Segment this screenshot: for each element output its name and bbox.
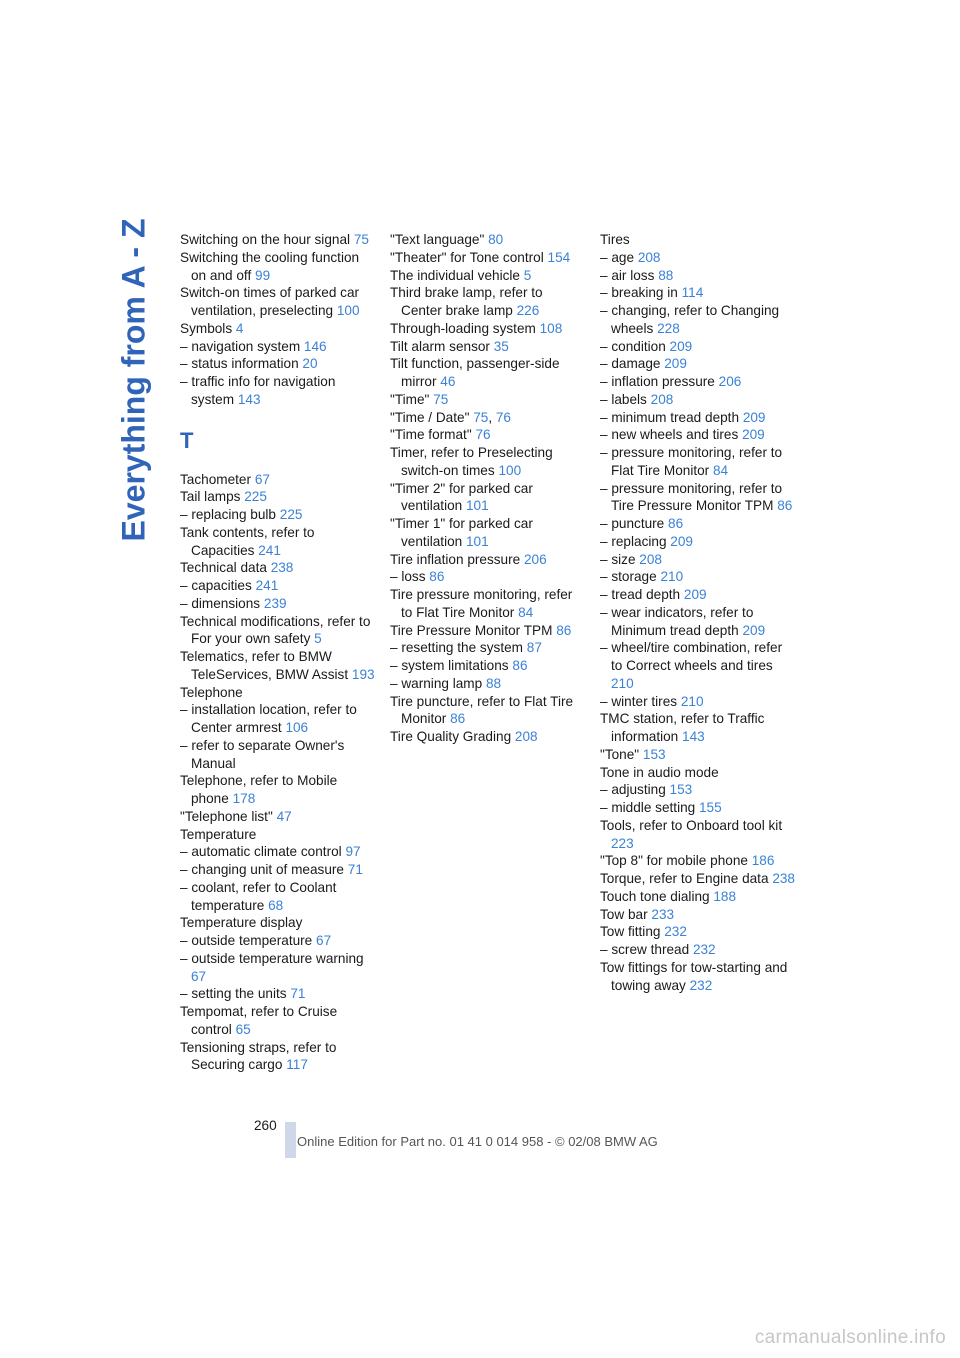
index-entry (390, 355, 586, 391)
entry-text: Timer, refer to Preselecting switch-on times (390, 445, 553, 478)
entry-text: – installation location, refer to Center armrest (180, 702, 357, 735)
entry-text: – puncture (600, 516, 665, 531)
page-link[interactable]: 71 (290, 986, 306, 1002)
page-link[interactable]: 239 (263, 595, 287, 611)
page-link[interactable]: 80 (488, 232, 504, 247)
page-link[interactable]: 86 (450, 711, 466, 727)
page-link[interactable]: 5 (523, 267, 532, 283)
index-entry (180, 373, 376, 409)
entry-text: Tools, refer to Onboard tool kit (600, 817, 783, 833)
index-group-s (180, 231, 376, 409)
index-entry (600, 586, 796, 604)
page-link[interactable]: 210 (680, 693, 704, 709)
entry-text: – changing unit of measure (180, 862, 344, 877)
page-link[interactable]: 86 (512, 658, 528, 673)
entry-text: "Time / Date" (390, 409, 470, 425)
entry-text: "Time format" (390, 427, 472, 443)
page-link[interactable]: 117 (286, 1057, 308, 1073)
page-link[interactable]: 5 (314, 631, 322, 647)
page-link[interactable]: 20 (302, 356, 318, 372)
footer-edition-text: Online Edition for Part no. 01 41 0 014 958 - © 02/08 BMW AG (297, 1134, 658, 1149)
index-entry (180, 648, 376, 684)
entry-text: – outside temperature warning (180, 950, 364, 966)
entry-text: Tail lamps (180, 489, 241, 505)
entry-text: – tread depth (600, 587, 681, 602)
entry-text: – status information (180, 356, 299, 372)
entry-text: – capacities (180, 578, 252, 593)
entry-text: Tensioning straps, refer to Securing cargo (180, 1039, 337, 1073)
index-entry (180, 595, 376, 613)
page-link[interactable]: 35 (493, 338, 509, 354)
entry-text: "Time" (390, 391, 430, 407)
index-entry (180, 506, 376, 524)
entry-text: Tone in audio mode (600, 764, 719, 780)
index-entry (180, 577, 376, 595)
index-column-2 (390, 231, 586, 746)
index-entry (600, 923, 796, 941)
index-entry (390, 338, 586, 356)
entry-text: "Timer 2" for parked car ventilation (390, 480, 533, 514)
entry-text: Tow fitting (600, 924, 661, 940)
entry-text: Tire Pressure Monitor TPM (390, 622, 553, 638)
page-link[interactable]: 76 (475, 427, 491, 443)
entry-text: – screw thread (600, 942, 690, 957)
entry-text: – loss (390, 569, 426, 585)
entry-text: – changing, refer to Changing wheels (600, 303, 780, 336)
page-link[interactable]: 232 (689, 977, 713, 993)
entry-text: – new wheels and tires (600, 427, 739, 443)
page-link[interactable]: 186 (751, 853, 775, 869)
entry-text: Telematics, refer to BMW TeleServices, BMW Assist (180, 649, 349, 682)
entry-text: – refer to separate Owner's Manual (180, 737, 345, 771)
page-link[interactable]: 106 (285, 720, 309, 735)
page-link[interactable]: 228 (657, 320, 680, 336)
page-link[interactable]: 75 (433, 391, 449, 407)
index-entry (390, 675, 586, 693)
index-entry (180, 808, 376, 826)
page-link[interactable]: 46 (440, 374, 456, 389)
index-entry (180, 559, 376, 577)
entry-text: Symbols (180, 320, 233, 336)
index-entry (390, 657, 586, 675)
index-entry (600, 568, 796, 586)
entry-text: – dimensions (180, 595, 261, 611)
entry-text: – navigation system (180, 338, 301, 354)
page-link[interactable]: 206 (718, 374, 742, 389)
index-entry (390, 551, 586, 569)
index-entry (600, 480, 796, 516)
index-entry (180, 826, 376, 844)
index-entry (180, 1003, 376, 1039)
index-group-t3 (600, 231, 796, 994)
index-entry (180, 684, 376, 702)
side-title-text: Everything from A - Z (115, 218, 152, 542)
page-link[interactable]: 208 (514, 729, 538, 744)
page-link[interactable]: 143 (237, 391, 261, 407)
entry-text: – pressure monitoring, refer to Flat Tire Monitor (600, 445, 783, 478)
index-entry (180, 1039, 376, 1075)
entry-text: Tire puncture, refer to Flat Tire Monitor (390, 693, 574, 727)
entry-text: – setting the units (180, 986, 287, 1002)
entry-text: Tires (600, 232, 630, 247)
index-entry (600, 284, 796, 302)
page-link[interactable]: 153 (642, 746, 666, 762)
index-entry (180, 471, 376, 489)
index-entry (390, 249, 586, 267)
index-entry (390, 444, 586, 480)
page-link[interactable]: 88 (658, 267, 674, 283)
page-link[interactable]: 4 (235, 320, 244, 336)
page-link[interactable]: 241 (258, 542, 281, 558)
index-entry (180, 950, 376, 986)
page-link[interactable]: 84 (518, 604, 534, 620)
index-entry (600, 693, 796, 711)
entry-text: Switch-on times of parked car ventilation, preselecting (180, 285, 360, 318)
index-entry (600, 231, 796, 249)
page-link[interactable]: 101 (466, 533, 489, 549)
entry-text: Through-loading system (390, 320, 536, 336)
index-entry (600, 870, 796, 888)
entry-text: Tire pressure monitoring, refer to Flat Tire Monitor (390, 587, 573, 620)
page-link[interactable]: 108 (539, 320, 563, 336)
index-entry (600, 746, 796, 764)
index-column-1 (180, 231, 376, 1074)
index-entry: "Time / Date" 75, 76 (390, 409, 511, 425)
section-side-title (104, 218, 164, 542)
index-entry (600, 373, 796, 391)
index-entry (600, 444, 796, 480)
entry-text: – system limitations (390, 658, 509, 673)
index-entry (390, 320, 586, 338)
page-link[interactable]: 232 (692, 942, 716, 957)
page-link[interactable]: 178 (232, 791, 256, 806)
page-link[interactable]: 155 (699, 800, 722, 815)
entry-text: "Text language" (390, 232, 485, 247)
page-link[interactable]: 67 (191, 968, 207, 984)
index-entry (600, 515, 796, 533)
footer-accent-bar (285, 1122, 296, 1158)
page-link[interactable]: 75 (473, 409, 489, 425)
entry-text: – storage (600, 569, 657, 585)
page-link[interactable]: 208 (639, 551, 662, 567)
index-entry (180, 284, 376, 320)
index-entry (600, 781, 796, 799)
page-link[interactable]: 75 (353, 232, 369, 247)
entry-text: – traffic info for navigation system (180, 374, 336, 407)
entry-text: – coolant, refer to Coolant temperature (180, 879, 337, 913)
entry-text: – replacing (600, 533, 667, 549)
page-link[interactable]: 71 (347, 862, 363, 877)
entry-text: "Tone" (600, 746, 640, 762)
entry-text: Tow bar (600, 906, 648, 922)
index-entry (390, 231, 586, 249)
page-link[interactable]: 232 (664, 924, 687, 940)
page-link[interactable]: 238 (270, 560, 294, 576)
index-entry (180, 772, 376, 808)
page-link[interactable]: 65 (235, 1021, 251, 1037)
entry-text: Telephone, refer to Mobile phone (180, 773, 338, 806)
page-link[interactable]: 154 (547, 249, 571, 265)
page-link[interactable]: 86 (668, 516, 684, 531)
index-entry (390, 391, 586, 409)
page-link[interactable]: 68 (268, 897, 284, 913)
page-link[interactable]: 208 (650, 391, 674, 407)
page-link[interactable]: 223 (611, 835, 634, 851)
page-link[interactable]: 209 (669, 338, 693, 354)
index-entry (600, 710, 796, 746)
entry-text: Switching on the hour signal (180, 232, 351, 247)
page-link[interactable]: 47 (276, 808, 292, 824)
entry-text: – replacing bulb (180, 507, 276, 522)
page-link[interactable]: 226 (516, 303, 540, 318)
entry-text: TMC station, refer to Traffic information (600, 711, 765, 744)
page-link[interactable]: 241 (255, 578, 279, 593)
index-entry (180, 879, 376, 915)
entry-text: – wheel/tire combination, refer to Correct wheels and tires (600, 640, 783, 673)
entry-text: – air loss (600, 267, 655, 283)
index-entry (180, 701, 376, 737)
index-entry (390, 728, 586, 746)
index-entry (600, 639, 796, 692)
page-link[interactable]: 210 (611, 675, 634, 691)
entry-text: Tempomat, refer to Cruise control (180, 1004, 338, 1037)
page-link[interactable]: 210 (660, 569, 684, 585)
entry-text: – condition (600, 338, 666, 354)
page-link[interactable]: 67 (316, 933, 332, 948)
page-link[interactable]: 208 (637, 249, 661, 265)
index-entry (180, 249, 376, 285)
page-link[interactable]: 188 (713, 888, 737, 904)
section-letter: T (180, 427, 194, 453)
index-entry (600, 604, 796, 640)
index-group-t2 (390, 231, 586, 746)
index-entry (390, 639, 586, 657)
index-entry (600, 355, 796, 373)
index-entry (390, 622, 586, 640)
entry-text: – age (600, 249, 635, 265)
index-entry (180, 613, 376, 649)
entry-text: – resetting the system (390, 640, 523, 656)
index-entry (180, 320, 376, 338)
entry-text: The individual vehicle (390, 267, 520, 283)
entry-text: Technical data (180, 560, 267, 576)
entry-text: – automatic climate control (180, 844, 342, 860)
entry-text: Technical modifications, refer to For your own safety (180, 613, 371, 647)
page-link[interactable]: 76 (495, 409, 511, 425)
index-entry (390, 480, 586, 516)
index-entry (390, 586, 586, 622)
page-link[interactable]: 209 (742, 427, 765, 443)
index-entry (600, 338, 796, 356)
page-link[interactable]: 238 (772, 871, 795, 886)
entry-text: Tank contents, refer to Capacities (180, 524, 315, 558)
entry-text: – breaking in (600, 285, 678, 301)
entry-text: Tire Quality Grading (390, 729, 512, 744)
page-link[interactable]: 67 (254, 471, 270, 487)
index-entry (600, 551, 796, 569)
entry-text: Temperature display (180, 915, 303, 931)
index-group-t (180, 471, 376, 1075)
index-entry (600, 533, 796, 551)
page-link[interactable]: 209 (683, 587, 707, 602)
page-link[interactable]: 100 (336, 303, 360, 318)
page-link[interactable]: 225 (244, 489, 267, 505)
entry-text: Tilt alarm sensor (390, 338, 490, 354)
index-entry (600, 941, 796, 959)
entry-text: – middle setting (600, 800, 696, 815)
index-entry (390, 426, 586, 444)
index-entry (600, 799, 796, 817)
page-link[interactable]: 209 (742, 409, 766, 425)
index-entry (600, 249, 796, 267)
index-entry (600, 959, 796, 995)
entry-text: "Top 8" for mobile phone (600, 853, 748, 869)
entry-text: Torque, refer to Engine data (600, 871, 769, 886)
index-entry (180, 524, 376, 560)
entry-text: – size (600, 551, 636, 567)
index-entry (180, 231, 376, 249)
entry-text: – damage (600, 356, 661, 372)
entry-text: – wear indicators, refer to Minimum tread depth (600, 604, 754, 638)
entry-text: Telephone (180, 684, 243, 700)
index-entry (180, 843, 376, 861)
index-entry (600, 302, 796, 338)
entry-text: Switching the cooling function on and off (180, 249, 360, 283)
page-link[interactable]: 209 (664, 356, 687, 372)
index-entry (180, 985, 376, 1003)
entry-text: Third brake lamp, refer to Center brake lamp (390, 285, 543, 318)
page-link[interactable]: 146 (303, 338, 327, 354)
page-link[interactable]: 209 (742, 622, 766, 638)
entry-text: – labels (600, 391, 647, 407)
index-entry (180, 861, 376, 879)
page-link[interactable]: 99 (255, 267, 271, 283)
index-entry (390, 693, 586, 729)
page-link[interactable]: 209 (670, 533, 693, 549)
entry-text: "Telephone list" (180, 808, 273, 824)
index-entry (180, 932, 376, 950)
index-entry (600, 267, 796, 285)
entry-text: Temperature (180, 826, 257, 842)
entry-text: – warning lamp (390, 675, 483, 691)
page-link[interactable]: 193 (351, 666, 375, 682)
index-entry (600, 817, 796, 853)
page-link[interactable]: 233 (651, 906, 675, 922)
entry-text: "Theater" for Tone control (390, 249, 544, 265)
index-entry (600, 888, 796, 906)
page-link[interactable]: 100 (498, 462, 522, 478)
entry-text: "Timer 1" for parked car ventilation (390, 516, 533, 549)
entry-text: – minimum tread depth (600, 409, 740, 425)
index-entry (600, 764, 796, 782)
page-link[interactable]: 114 (681, 285, 704, 301)
page-link[interactable]: 86 (429, 569, 445, 585)
entry-text: – inflation pressure (600, 374, 715, 389)
page-link[interactable]: 143 (682, 729, 705, 744)
index-column-3 (600, 231, 796, 994)
index-entry (180, 914, 376, 932)
page-number: 260 (254, 1118, 277, 1133)
page-link[interactable]: 86 (556, 622, 572, 638)
entry-text: Tachometer (180, 471, 252, 487)
index-entry (600, 391, 796, 409)
entry-text: – outside temperature (180, 933, 313, 948)
index-entry (180, 355, 376, 373)
index-entry (390, 515, 586, 551)
page-link[interactable]: 97 (345, 844, 361, 860)
page-link[interactable]: 88 (485, 675, 502, 691)
index-entry (390, 568, 586, 586)
entry-text: Touch tone dialing (600, 888, 710, 904)
index-entry (600, 426, 796, 444)
page-link[interactable]: 153 (669, 782, 693, 798)
entry-text: – pressure monitoring, refer to Tire Pressure Monitor TPM (600, 480, 783, 514)
index-entry (600, 906, 796, 924)
index-entry (180, 488, 376, 506)
index-entry (180, 737, 376, 773)
page-link[interactable]: 86 (777, 498, 793, 514)
entry-text: Tow fittings for tow-starting and towing away (600, 959, 788, 993)
index-entry (390, 267, 586, 285)
index-entry (390, 284, 586, 320)
index-entry (600, 852, 796, 870)
page-link[interactable]: 101 (466, 498, 489, 514)
index-entry (600, 409, 796, 427)
index-entry (180, 338, 376, 356)
entry-text: – winter tires (600, 693, 678, 709)
entry-text: – adjusting (600, 782, 666, 798)
page-link[interactable]: 225 (279, 507, 303, 522)
page-link[interactable]: 87 (526, 640, 542, 656)
entry-text: Tilt function, passenger-side mirror (390, 356, 560, 389)
watermark: carmanualsonline.info (754, 1327, 946, 1348)
page-link[interactable]: 206 (523, 551, 547, 567)
page-link[interactable]: 84 (712, 462, 729, 478)
entry-text: Tire inflation pressure (390, 551, 521, 567)
